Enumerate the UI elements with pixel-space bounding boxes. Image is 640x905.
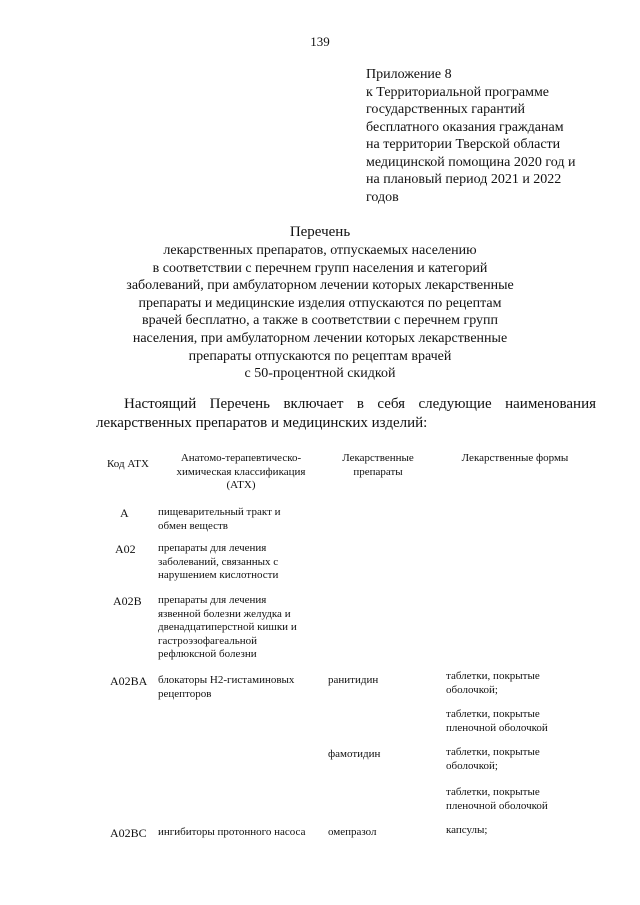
subtitle-line: препараты и медицинские изделия отпускаются по рецептам <box>138 295 502 311</box>
appendix-line: Приложение 8 <box>366 67 452 82</box>
header-line: химическая классификация <box>176 465 306 478</box>
dosage-form: таблетки, покрытые оболочкой; <box>446 670 540 696</box>
row-classification: пищеварительный тракт и обмен веществ <box>158 506 281 532</box>
row-code: A02BC <box>110 826 147 840</box>
row-code: A02B <box>113 594 142 608</box>
row-code: A02BA <box>110 674 148 688</box>
appendix-line: годов <box>366 189 399 205</box>
header-line: Лекарственные <box>342 452 414 464</box>
subtitle-line: заболеваний, при амбулаторном лечении которых лекарственные <box>126 278 514 294</box>
row-classification: блокаторы Н2-гистаминовых рецепторов <box>158 674 295 700</box>
header-forms: Лекарственные формы <box>461 452 569 464</box>
document-subtitle <box>100 242 540 383</box>
subtitle-line: лекарственных препаратов, отпускаемых населению <box>163 243 477 258</box>
subtitle-line: в соответствии с перечнем групп населения и категорий <box>152 260 488 276</box>
subtitle-line: препараты отпускаются по рецептам врачей <box>188 348 452 364</box>
dosage-form: капсулы; <box>446 824 488 836</box>
dosage-form: таблетки, покрытые пленочной оболочкой <box>446 708 548 734</box>
header-line: (АТХ) <box>226 479 256 491</box>
row-code: A02 <box>115 542 136 556</box>
row-classification: препараты для лечения язвенной болезни желудка и двенадцатиперстной кишки и гастроэзофагеальной рефлюксной болезни <box>158 594 297 660</box>
row-classification: ингибиторы протонного насоса <box>158 826 306 838</box>
drug-name: омепразол <box>328 826 377 838</box>
header-line: Анатомо-терапевтическо- <box>180 452 302 464</box>
intro-line: лекарственных препаратов и медицинских изделий: <box>96 415 428 431</box>
intro-paragraph <box>96 395 596 433</box>
page-number: 139 <box>310 34 330 49</box>
row-classification: препараты для лечения заболеваний, связанных с нарушением кислотности <box>158 542 279 581</box>
header-line: препараты <box>353 465 403 478</box>
dosage-form: таблетки, покрытые оболочкой; <box>446 746 540 772</box>
subtitle-line: населения, при амбулаторном лечении которых лекарственные <box>132 330 508 346</box>
appendix-line: государственных гарантий <box>366 102 525 117</box>
intro-line: Настоящий Перечень включает в себя следующие наименования <box>124 396 596 412</box>
appendix-line: к Территориальной программе <box>366 84 550 100</box>
drug-name: ранитидин <box>328 674 379 686</box>
subtitle-line: врачей бесплатно, а также в соответствии с перечнем групп <box>141 313 499 329</box>
appendix-line: на территории Тверской области <box>366 137 561 152</box>
appendix-line: медицинской помощина 2020 год и <box>366 154 576 170</box>
appendix-heading <box>366 66 628 206</box>
dosage-form: таблетки, покрытые пленочной оболочкой <box>446 786 548 812</box>
header-classification <box>156 452 326 493</box>
header-drugs <box>328 452 428 479</box>
document-title: Перечень <box>289 224 351 240</box>
appendix-line: бесплатного оказания гражданам <box>366 119 564 135</box>
appendix-line: на плановый период 2021 и 2022 <box>366 172 562 187</box>
row-code: A <box>120 506 129 520</box>
header-code: Код АТХ <box>107 458 149 470</box>
drug-name: фамотидин <box>328 748 381 760</box>
subtitle-line: с 50-процентной скидкой <box>244 366 396 382</box>
